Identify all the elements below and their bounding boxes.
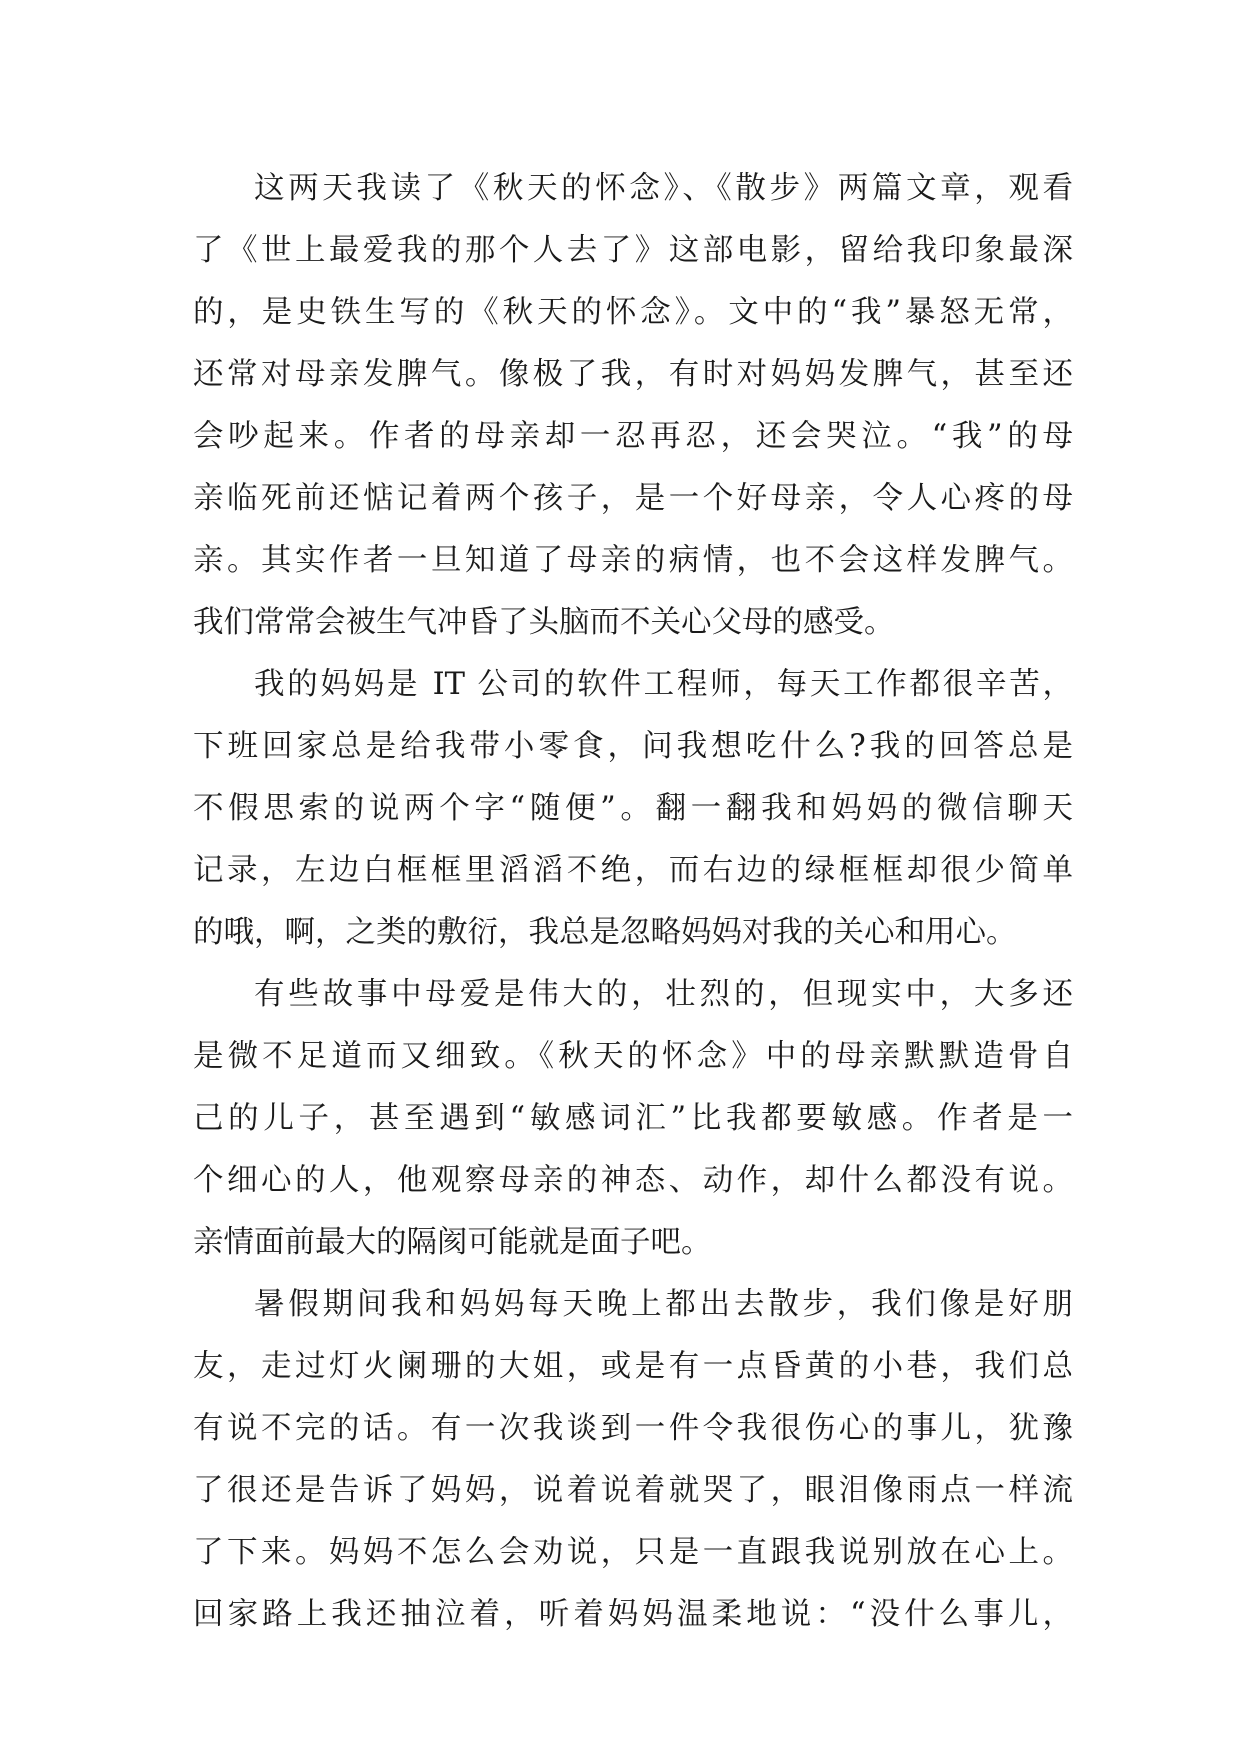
- paragraph-2-line-2: 下班回家总是给我带小零食，问我想吃什么?我的回答总是: [193, 729, 1073, 764]
- paragraph-2-line-5: 的哦，啊，之类的敷衍，我总是忽略妈妈对我的关心和用心。: [193, 915, 1017, 950]
- paragraph-3-line-2: 是微不足道而又细致。《秋天的怀念》中的母亲默默造骨自: [193, 1039, 1073, 1074]
- paragraph-1-line-2: 了《世上最爱我的那个人去了》这部电影，留给我印象最深: [193, 233, 1073, 268]
- paragraph-4-line-4: 了很还是告诉了妈妈，说着说着就哭了，眼泪像雨点一样流: [193, 1473, 1073, 1508]
- paragraph-1-line-8: 我们常常会被生气冲昏了头脑而不关心父母的感受。: [193, 605, 895, 640]
- paragraph-2-line-3: 不假思索的说两个字“随便”。翻一翻我和妈妈的微信聊天: [193, 791, 1073, 826]
- paragraph-2-line-4: 记录，左边白框框里滔滔不绝，而右边的绿框框却很少简单: [193, 853, 1073, 888]
- paragraph-1-line-6: 亲临死前还惦记着两个孩子，是一个好母亲，令人心疼的母: [193, 481, 1073, 516]
- paragraph-1-line-1: 这两天我读了《秋天的怀念》、《散步》两篇文章，观看: [254, 171, 1073, 206]
- paragraph-3-line-5: 亲情面前最大的隔阂可能就是面子吧。: [193, 1225, 712, 1260]
- paragraph-2-line-1: 我的妈妈是 IT 公司的软件工程师，每天工作都很辛苦，: [254, 667, 1073, 702]
- paragraph-1-line-3: 的，是史铁生写的《秋天的怀念》。文中的“我”暴怒无常，: [193, 295, 1073, 330]
- paragraph-4-line-3: 有说不完的话。有一次我谈到一件令我很伤心的事儿，犹豫: [193, 1411, 1073, 1446]
- paragraph-3-line-4: 个细心的人，他观察母亲的神态、动作，却什么都没有说。: [193, 1163, 1073, 1198]
- body-text: [193, 158, 1073, 1646]
- paragraph-1-line-4: 还常对母亲发脾气。像极了我，有时对妈妈发脾气，甚至还: [193, 357, 1073, 392]
- paragraph-4-line-5: 了下来。妈妈不怎么会劝说，只是一直跟我说别放在心上。: [193, 1535, 1073, 1570]
- paragraph-3-line-1: 有些故事中母爱是伟大的，壮烈的，但现实中，大多还: [254, 977, 1073, 1012]
- paragraph-1-line-7: 亲。其实作者一旦知道了母亲的病情，也不会这样发脾气。: [193, 543, 1073, 578]
- paragraph-4-line-6: 回家路上我还抽泣着，听着妈妈温柔地说：“没什么事儿，: [193, 1597, 1073, 1632]
- paragraph-1-line-5: 会吵起来。作者的母亲却一忍再忍，还会哭泣。“我”的母: [193, 419, 1073, 454]
- paragraph-3-line-3: 己的儿子，甚至遇到“敏感词汇”比我都要敏感。作者是一: [193, 1101, 1073, 1136]
- paragraph-4-line-1: 暑假期间我和妈妈每天晚上都出去散步，我们像是好朋: [254, 1287, 1073, 1322]
- paragraph-4-line-2: 友，走过灯火阑珊的大姐，或是有一点昏黄的小巷，我们总: [193, 1349, 1073, 1384]
